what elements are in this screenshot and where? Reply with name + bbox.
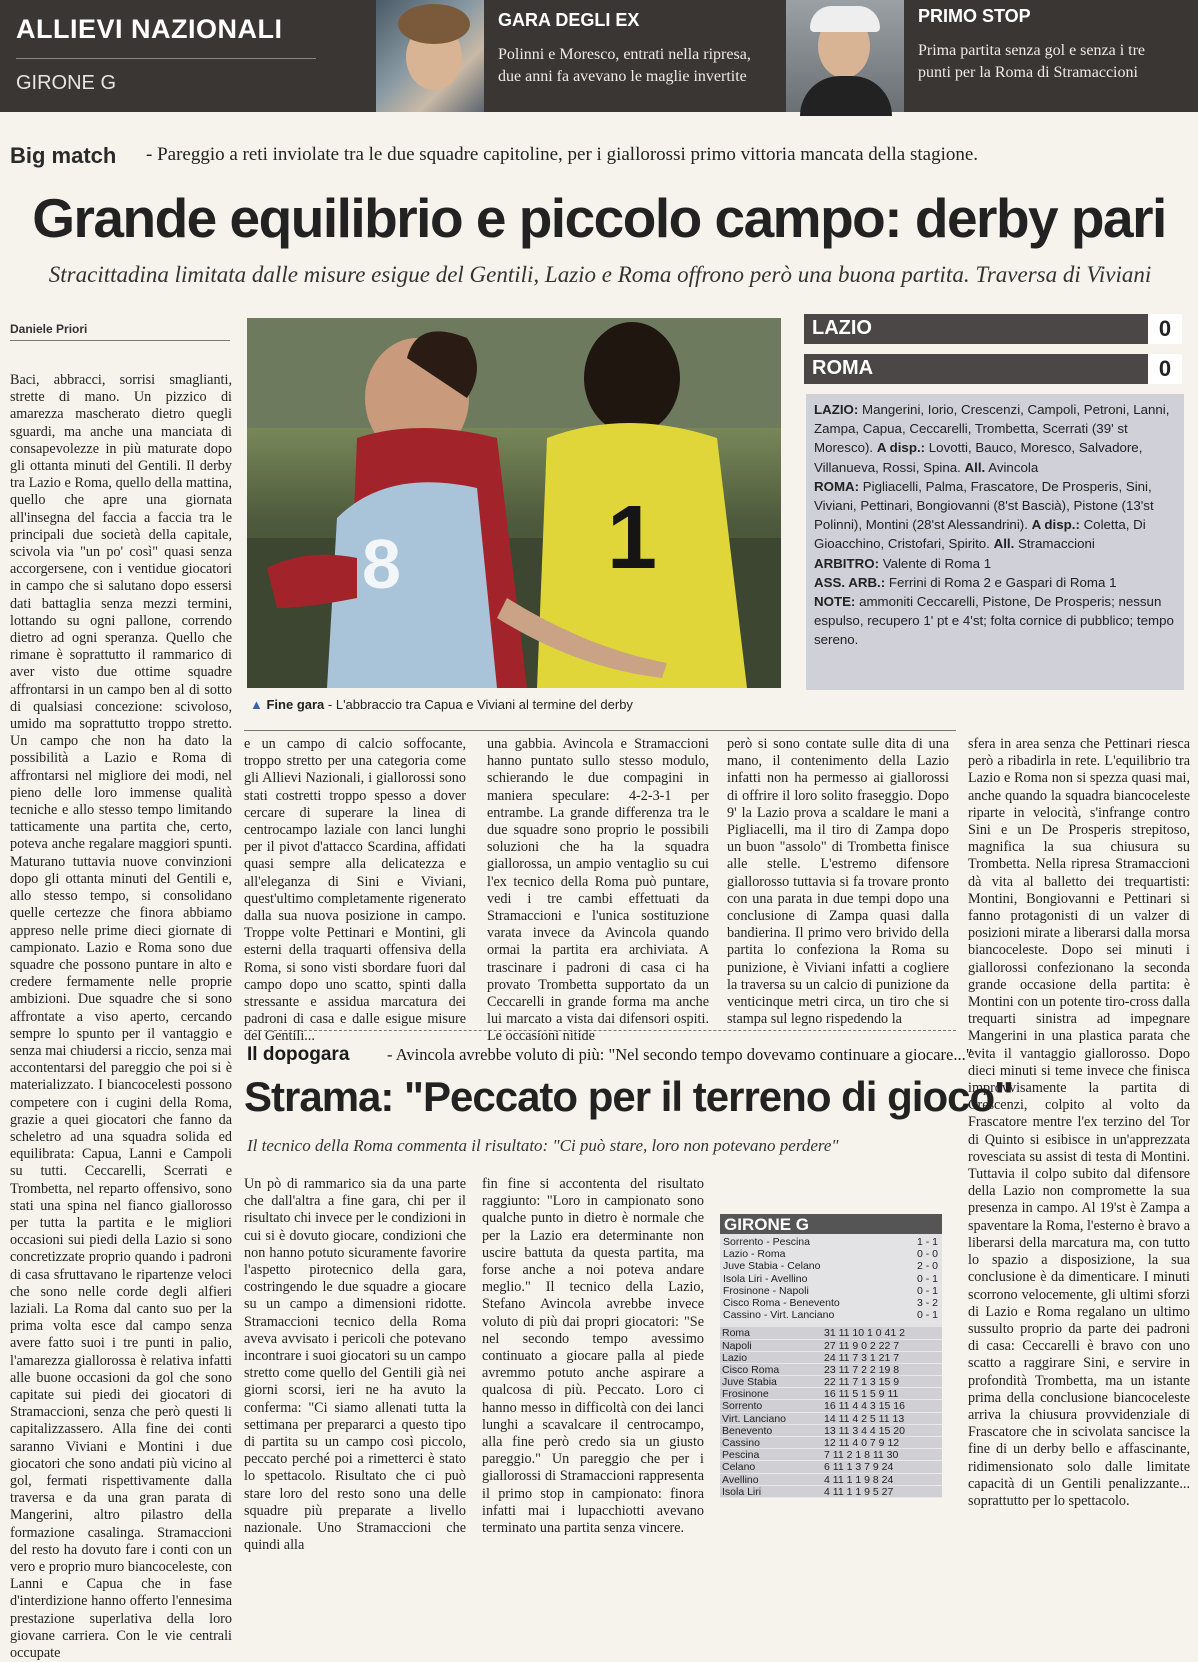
table-row (720, 1474, 942, 1486)
table-row (720, 1400, 942, 1412)
table-stats: 16 11 5 1 5 9 11 (824, 1388, 899, 1401)
result-score: 1 - 1 (916, 1236, 938, 1248)
roma-lineup: Pigliacelli, Palma, Frascatore, De Prosperis, Sini, Viviani, Pettinari, Bongiovanni (8'st Bascià), Pistone (13'st Polinni), Montini (28'st Alessandrini). (814, 478, 1154, 533)
result-score: 0 - 0 (916, 1248, 938, 1261)
score-home-row (804, 314, 1182, 344)
svg-text:1: 1 (607, 488, 658, 588)
caption-text: - L'abbraccio tra Capua e Viviani al termine del derby (327, 697, 633, 712)
assist: Ferrini di Roma 2 e Gaspari di Roma 1 (888, 574, 1117, 590)
table-stats: 4 11 1 1 9 5 27 (824, 1485, 894, 1498)
table-team: Napoli (722, 1339, 752, 1352)
result-row (720, 1297, 942, 1309)
result-row (720, 1260, 942, 1272)
table-stats: 22 11 7 1 3 15 9 (824, 1376, 900, 1389)
player-photo-1 (376, 0, 484, 112)
ref-label: ARBITRO: (814, 555, 879, 571)
box2-title: PRIMO STOP (918, 6, 1031, 26)
result-score: 0 - 1 (916, 1284, 938, 1297)
table-row (720, 1413, 942, 1425)
home-score: 0 (1148, 314, 1182, 344)
table-stats: 4 11 1 1 9 8 24 (824, 1473, 894, 1486)
photo-rule (244, 730, 956, 731)
table-row (720, 1327, 942, 1339)
table-team: Lazio (722, 1351, 748, 1364)
roma-all-label: All. (993, 536, 1015, 552)
table-row (720, 1388, 942, 1400)
table-team: Frosinone (722, 1388, 769, 1401)
table-row (720, 1437, 942, 1449)
table-team: Cisco Roma (722, 1363, 780, 1376)
result-row (720, 1273, 942, 1285)
standings-box (720, 1214, 942, 1498)
article-column-1: Baci, abbracci, sorrisi smaglianti, strette di mano. Un pizzico di amarezza mascherato dietro quegli sguardi, ma anche una manciata di consapevolezze in più maturate dopo gli ottanta minuti del Gentili. Il derby tra Lazio e Roma, quello della mattina, quello che apre una giornata all'insegna del faccia a faccia tra le principali due società della capitale, scivola via "un po' così" quasi senza accorgersene, con i ventidue giocatori in campo che si salutano dopo essersi dati battaglia senza mezzi termini, lottando su ogni pallone, correndo dietro ad ogni speranza. Quello che rimane è soprattutto il rammarico di aver visto due ottime squadre affrontarsi in un campo ben al di sotto di qualsiasi concezione: scivoloso, umido ma soprattutto troppo stretto. Un campo che non ha dato la possibilità a Lazio e Roma di affrontarsi nel migliore dei modi, nel pieno delle loro immense qualità tecniche e allo stesso tempo limitando tatticamente una partita che, certo, poteva anche regalare maggiori spunti. Maturano tuttavia nuove convinzioni dopo gli ottanta minuti del Gentili e, allo stesso tempo, si consolidano quelle certezze che finora abbiamo appreso nelle prime dieci giornate di campionato. Lazio e Roma sono due squadre che possono puntare in alto e credere fermamente nelle proprie ambizioni. Due squadre che si sono affrontate a viso aperto, cercando sempre lo spunto per il vantaggio e senza mai chiudersi a riccio, senza mai accontentarsi del pareggio che poi si è materializzato. I biancocelesti possono competere con i cugini della Roma, grazie a quei giocatori che fanno da scheletro ad una squadra solida ed equilibrata: Capua, Lanni e Campoli su tutti. Ceccarelli, Scerrati e Trombetta, nel reparto offensivo, sono stati una spina nel fianco giallorosso per tutta la partita e le migliori occasioni sui piedi della Lazio si sono concretizzate proprio quando i padroni di casa sfruttavano le ripartenze veloci che sono nelle corde degli alfieri laziali. La Roma dal canto suo per la prima volta esce dal campo senza avere fatto suoi i tre punti in palio, l'amarezza giallorossa è relativa infatti alle buone occasioni da gol che sono capitate sui piedi dei giocatori di Stramaccioni, senza che però questi li capitalizzassero. Alla fine dei conti saranno Viviani e Montini i due giocatori che sono andati più vicino al gol, fermati rispettivamente dalla traversa e da una gran parata di Mangerini, altro pilastro della formazione casalinga. Stramaccioni del resto ha dovuto fare i conti con un vero e proprio muro biancoceleste, con Lanni e Capua che in fase d'interdizione hanno offerto l'ennesima prestazione superlativa della loro giovane carriera. Con le vie centrali occupate (10, 372, 232, 1662)
table-team: Juve Stabia (722, 1376, 777, 1389)
table-team: Cassino (722, 1437, 760, 1449)
postgame-deck: Il tecnico della Roma commenta il risultato: "Ci può stare, loro non potevano perdere" (247, 1136, 839, 1155)
box1-text1: Polinni e Moresco, entrati nella ripresa, (498, 46, 751, 63)
table-row (720, 1340, 942, 1352)
table-stats: 24 11 7 3 1 21 7 (824, 1351, 900, 1364)
postgame-tagline: - Avincola avrebbe voluto di più: "Nel secondo tempo dovevamo continuare a giocare..." (387, 1045, 973, 1064)
article-deck: Stracittadina limitata dalle misure esigue del Gentili, Lazio e Roma offrono però una buona partita. Traversa di Viviani (48, 262, 1152, 287)
table-row (720, 1352, 942, 1364)
roma-all: Stramaccioni (1017, 536, 1095, 552)
table-stats: 27 11 9 0 2 22 7 (824, 1339, 900, 1352)
table-team: Virt. Lanciano (722, 1412, 787, 1425)
table-row (720, 1364, 942, 1376)
table-row (720, 1486, 942, 1498)
lazio-label: LAZIO: (814, 402, 859, 417)
roma-disp: Coletta, Di Gioacchino, Cristofari, Spirito. (814, 517, 1146, 552)
result-score: 0 - 1 (916, 1272, 938, 1285)
assist-label: ASS. ARB.: (814, 574, 886, 590)
byline-rule (10, 340, 230, 341)
coach-photo (786, 0, 904, 112)
postgame-tag: Il dopogara (247, 1044, 350, 1065)
caption-arrow-icon: ▲ (250, 697, 267, 712)
table-stats: 16 11 4 4 3 15 16 (824, 1400, 905, 1413)
result-match: Sorrento - Pescina (723, 1236, 810, 1248)
result-match: Cisco Roma - Benevento (723, 1296, 840, 1309)
caption-label: Fine gara (266, 697, 325, 712)
table-team: Benevento (722, 1424, 773, 1437)
table-stats: 6 11 1 3 7 9 24 (824, 1461, 894, 1474)
away-score: 0 (1148, 354, 1182, 384)
postgame-column-2: fin fine si accontenta del risultato raggiunto: "Loro in campionato sono qualche punto in dietro è normale che per la Lazio era determinante non uscire battuta da questa partita, ma forse anche a noi poteva andare meglio." Il tecnico della Lazio, Stefano Avincola avrebbe invece voluto di più dai propri giocatori: "Se nel secondo tempo avessimo continuato a giocare palla al piede avremmo potuto anche aspirare a qualcosa di più. Peccato. Loro ci hanno messo in difficoltà con dei lanci lunghi a scavalcare il centrocampo, alla fine però credo sia un giusto pareggio." Un pareggio che per i giallorossi di Stramaccioni rappresenta il primo stop in campionato: finora infatti mai i lupacchiotti avevano terminato una partita senza vincere. (482, 1176, 704, 1537)
result-match: Isola Liri - Avellino (723, 1272, 808, 1285)
result-row (720, 1236, 942, 1248)
article-headline: Grande equilibrio e piccolo campo: derby pari (32, 187, 1166, 249)
lazio-all: Avincola (988, 459, 1039, 475)
result-score: 2 - 0 (916, 1260, 938, 1273)
section-divider (16, 58, 316, 59)
lineups-box (806, 394, 1184, 690)
section-group: GIRONE G (16, 72, 117, 94)
lazio-all-label: All. (964, 459, 986, 475)
article-column-4: però si sono contate sulle dita di una mano, il contenimento della Lazio infatti non ha permesso ai giallorossi di offrire il loro solito fraseggio. Dopo 9' la Lazio prova a scaldare le mani a Pigliacelli, ma il tiro di Zampa dopo un buon "assolo" di Trombetta finisce alle stelle. L'estremo difensore giallorosso tuttavia si fa trovare pronto con una parata in due tempi dopo una conclusione di Zampa quasi dalla bandierina. Il primo vero brivido della partita lo confeziona la Roma su punizione, è Viviani infatti a cogliere la traversa su un calcio di punizione da venticinque metri circa, un tiro che si stampa sul legno rispedendo la (727, 736, 949, 1028)
result-row (720, 1309, 942, 1321)
table-stats: 23 11 7 2 2 19 8 (824, 1363, 900, 1376)
result-row (720, 1248, 942, 1260)
postgame-headline: Strama: "Peccato per il terreno di gioco" (244, 1073, 1014, 1120)
article-tag: Big match (10, 143, 117, 168)
table-row (720, 1461, 942, 1473)
result-match: Frosinone - Napoli (723, 1284, 809, 1297)
box2-text2: punti per la Roma di Stramaccioni (918, 64, 1138, 81)
notes-label: NOTE: (814, 594, 856, 610)
table-team: Roma (722, 1327, 751, 1340)
photo-caption (250, 697, 633, 712)
notes: ammoniti Ceccarelli, Pistone, De Prosperis; nessun espulso, recupero 1' pt e 4'st; folta cornice di pubblico; tempo sereno. (814, 594, 1174, 648)
result-match: Lazio - Roma (723, 1248, 786, 1261)
match-photo (247, 318, 781, 688)
article-column-5: sfera in area senza che Pettinari riesca però a ribadirla in rete. L'equilibrio tra Lazio e Roma non si spezza quasi mai, anche quando la squadra biancoceleste riparte in velocità, s'infrange contro Sini e un De Prosperis strepitoso, magnifica la sua chiusura su Trombetta. Nella ripresa Stramaccioni dà vita al balletto dei trequartisti: Montini, Bongiovanni e Pettinari si fanno protagonisti di un valzer di posizioni mirate a liberarsi dalla morsa biancoceleste. Dopo sei minuti i giallorossi confezionano la seconda grande occasione della partita: è Montini con un potente tiro-cross dalla trequarti sinistra ad impegnare Mangerini in una plastica parata che evita il vantaggio giallorosso. Dopo dieci minuti si teme invece che finisca improvvisamente la partita di Crescenzi, colpito al volto da Frascatore mentre l'ex terzino del Tor di Quinto si esibisce in un'apprezzata rovesciata su assist di testa di Montini. Tuttavia il colpo subito dal difensore della Lazio non compromette la sua presenza in campo. Al 19'st è Zampa a spaventare la Roma, l'esterno è bravo a liberarsi della marcatura ma, con tutto lo spazio a disposizione, la sua conclusione è da dimenticare. I minuti scorrono velocemente, gli ultimi sforzi di Lazio e Roma regalano un ultimo sussulto proprio da parte dei padroni di casa: Ceccarelli è bravo con uno scatto a raggirare Sini, e servire in profondità Trombetta, ma un istante prima della conclusione biancoceleste arriva la chiusura provvidenziale di Frascatore che in scivolata sancisce la fine di un derby bello e affascinante, ridimensionato solo dalle limitate capacità di un Gentili penalizzante... soprattutto per lo spettacolo. (968, 736, 1190, 1509)
section-title: ALLIEVI NAZIONALI (16, 14, 283, 44)
result-score: 3 - 2 (916, 1296, 938, 1309)
table-row (720, 1425, 942, 1437)
results-list (720, 1234, 942, 1327)
postgame-column-1: Un pò di rammarico sia da una parte che dall'altra a fine gara, chi per il risultato chi invece per le condizioni in cui si è dovuto giocare, condizioni che non hanno potuto sicuramente favorire l'aspetto pirotecnico della gara, costringendo le due squadre a giocare su un campo a dimensioni ridotte. Stramaccioni tecnico della Roma aveva avvisato i pericoli che potevano incontrare i suoi giocatori su un campo stretto come quello del Gentili già nei giorni scorsi, ieri ne ha avuto la conferma: "Ci siamo allenati tutta la settimana per prepararci a questo tipo di partita su un campo così piccolo, peccato perché poi a rimetterci è stato lo spettacolo. Risultato che ci può stare loro del resto sono una delle squadre più preparate a livello nazionale. Uno Stramaccioni che quindi alla (244, 1176, 466, 1554)
article-tagline: - Pareggio a reti inviolate tra le due squadre capitoline, per i giallorossi primo vittoria mancata della stagione. (146, 144, 979, 165)
box1-text2: due anni fa avevano le maglie invertite (498, 68, 747, 85)
away-team: ROMA (812, 357, 874, 379)
table-stats: 31 11 10 1 0 41 2 (824, 1327, 905, 1340)
result-match: Cassino - Virt. Lanciano (723, 1309, 835, 1322)
table-row (720, 1449, 942, 1461)
table-stats: 7 11 2 1 8 11 30 (824, 1449, 899, 1462)
home-team: LAZIO (812, 317, 872, 339)
article-column-2: e un campo di calcio soffocante, troppo stretto per una categoria come gli Allievi Nazionali, i giallorossi sono stati costretti troppo spesso a dover cercare di superare la linea di centrocampo laziale con lanci lunghi per il pivot d'attacco Scardina, affidati quasi sempre alla delicatezza e all'eleganza di Sini e Viviani, quest'ultimo completamente rigenerato dalla sua nuova posizione in campo. Troppe volte Pettinari e Montini, gli esterni della traquarti offensiva della Roma, si sono visti sbordare fuori dal campo dopo uno scatto, spinti dalla stressante e assidua marcatura dei padroni di casa e dalle esigue misure del Gentili... (244, 736, 466, 1045)
table-team: Isola Liri (722, 1485, 762, 1498)
box2-text1: Prima partita senza gol e senza i tre (918, 42, 1146, 59)
byline: Daniele Priori (10, 322, 88, 336)
result-row (720, 1285, 942, 1297)
box1-title: GARA DEGLI EX (498, 10, 640, 30)
table-stats: 12 11 4 0 7 9 12 (824, 1437, 900, 1449)
lazio-disp-label: A disp.: (876, 440, 926, 456)
ref: Valente di Roma 1 (882, 555, 992, 571)
table-team: Pescina (722, 1449, 760, 1462)
svg-text:8: 8 (362, 525, 401, 603)
lazio-lineup: Mangerini, Iorio, Crescenzi, Campoli, Petroni, Lanni, Zampa, Capua, Ceccarelli, Trombetta, Scerrati (39' st Moresco). (814, 402, 1170, 456)
result-match: Juve Stabia - Celano (723, 1260, 821, 1273)
section-rule (244, 1030, 956, 1031)
table-row (720, 1376, 942, 1388)
table-stats: 13 11 3 4 4 15 20 (824, 1424, 905, 1437)
article-column-3: una gabbia. Avincola e Stramaccioni hanno puntato sullo stesso modulo, schierando le due compagini in maniera speculare: 4-2-3-1 per entrambe. La grande differenza tra le due squadre sono proprio le possibili soluzioni che ha la squadra giallorossa, un ampio ventaglio su cui l'ex tecnico della Roma può puntare, vedi i tre cambi effettuati da Stramaccioni e l'unica sostituzione varata invece da Avincola quando ormai la partita era archiviata. A trascinare i padroni di casa ci ha provato Trombetta supportato da un Ceccarelli in grande forma ma anche lui marcato a vista dai difensori ospiti. Le occasioni nitide (487, 736, 709, 1045)
roma-label: ROMA: (814, 478, 860, 494)
table-stats: 14 11 4 2 5 11 13 (824, 1412, 905, 1425)
table-team: Avellino (722, 1473, 759, 1486)
lazio-disp: Lovotti, Bauco, Moresco, Salvadore, Villanueva, Rossi, Spina. (814, 440, 1143, 475)
result-score: 0 - 1 (916, 1309, 938, 1322)
table-team: Sorrento (722, 1400, 763, 1413)
score-away-row (804, 354, 1182, 384)
table-team: Celano (722, 1461, 756, 1474)
league-table (720, 1327, 942, 1498)
standings-title: GIRONE G (720, 1214, 942, 1234)
roma-disp-label: A disp.: (1031, 517, 1080, 533)
